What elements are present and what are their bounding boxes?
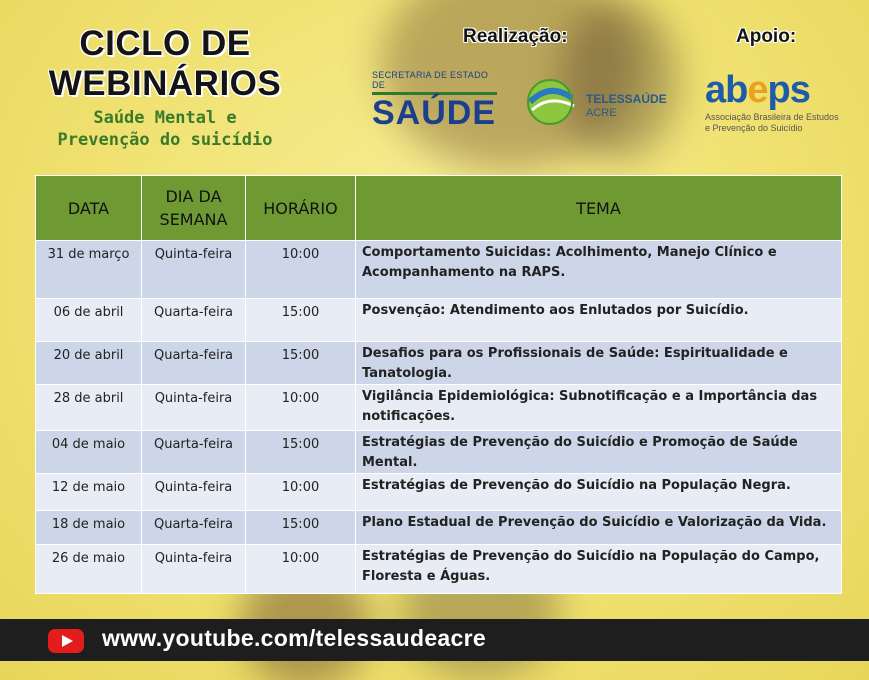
header-dia-da-semana (142, 176, 246, 241)
saude-logo-caption: SECRETARIA DE ESTADO DE (372, 70, 497, 95)
cell-horario: 15:00 (246, 431, 356, 474)
cell-tema: Estratégias de Prevenção do Suicídio na População do Campo, Floresta e Águas. (356, 545, 842, 594)
abeps-caption-line1: Associação Brasileira de Estudos (705, 112, 839, 122)
page-title (30, 24, 300, 104)
cell-data: 12 de maio (36, 474, 142, 511)
cell-dia: Quarta-feira (142, 431, 246, 474)
cell-horario: 10:00 (246, 474, 356, 511)
cell-dia: Quinta-feira (142, 474, 246, 511)
cell-dia: Quarta-feira (142, 342, 246, 385)
cell-tema: Posvenção: Atendimento aos Enlutados por Suicídio. (356, 299, 842, 342)
table-row (36, 511, 842, 545)
abeps-caption-line2: e Prevenção do Suicídio (705, 123, 803, 133)
cell-data: 26 de maio (36, 545, 142, 594)
table-row (36, 545, 842, 594)
title-line-2: WEBINÁRIOS (48, 64, 282, 103)
table-row (36, 431, 842, 474)
table-header-row (36, 176, 842, 241)
footer-bar (0, 619, 869, 661)
subtitle-line-1: Saúde Mental e (93, 108, 237, 128)
cell-horario: 15:00 (246, 299, 356, 342)
header-dia-line1: DIA DA (165, 187, 222, 206)
cell-data: 20 de abril (36, 342, 142, 385)
cell-tema: Estratégias de Prevenção do Suicídio e Promoção de Saúde Mental. (356, 431, 842, 474)
cell-dia: Quinta-feira (142, 545, 246, 594)
schedule-table (35, 175, 842, 594)
cell-tema: Plano Estadual de Prevenção do Suicídio e Valorização da Vida. (356, 511, 842, 545)
cell-tema: Vigilância Epidemiológica: Subnotificação e a Importância das notificações. (356, 385, 842, 431)
title-line-1: CICLO DE (79, 24, 251, 63)
apoio-label: Apoio: (736, 26, 797, 47)
cell-horario: 10:00 (246, 241, 356, 299)
saude-logo (372, 70, 497, 131)
header-horario: HORÁRIO (246, 176, 356, 241)
cell-horario: 15:00 (246, 342, 356, 385)
cell-horario: 15:00 (246, 511, 356, 545)
table-row (36, 299, 842, 342)
subtitle-line-2: Prevenção do suicídio (57, 130, 273, 150)
cell-data: 28 de abril (36, 385, 142, 431)
cell-dia: Quarta-feira (142, 511, 246, 545)
cell-data: 18 de maio (36, 511, 142, 545)
header-tema: TEMA (356, 176, 842, 241)
saude-logo-text: SAÚDE (372, 94, 497, 132)
cell-tema: Estratégias de Prevenção do Suicídio na População Negra. (356, 474, 842, 511)
cell-data: 31 de março (36, 241, 142, 299)
cell-dia: Quinta-feira (142, 385, 246, 431)
cell-dia: Quinta-feira (142, 241, 246, 299)
page-subtitle (30, 107, 300, 151)
telessaude-logo-line2: ACRE (586, 107, 617, 119)
table-row (36, 342, 842, 385)
abeps-letters-b: e (747, 69, 768, 111)
telessaude-globe-icon (520, 72, 584, 128)
abeps-logo-text (705, 70, 855, 110)
realizacao-label: Realização: (463, 26, 568, 47)
table-row (36, 474, 842, 511)
header-data: DATA (36, 176, 142, 241)
abeps-letters-c: ps (767, 69, 810, 111)
cell-dia: Quarta-feira (142, 299, 246, 342)
table-row (36, 385, 842, 431)
youtube-channel-link[interactable]: www.youtube.com/telessaudeacre (102, 625, 486, 651)
telessaude-logo (520, 72, 680, 128)
cell-horario: 10:00 (246, 385, 356, 431)
youtube-icon[interactable] (48, 629, 84, 653)
cell-tema: Desafios para os Profissionais de Saúde: Espiritualidade e Tanatologia. (356, 342, 842, 385)
abeps-logo-caption (705, 112, 855, 134)
table-row (36, 241, 842, 299)
telessaude-logo-line1: TELESSAÚDE (586, 92, 667, 106)
abeps-letters-a: ab (705, 69, 748, 111)
cell-horario: 10:00 (246, 545, 356, 594)
cell-data: 06 de abril (36, 299, 142, 342)
abeps-logo (705, 70, 855, 134)
cell-tema: Comportamento Suicidas: Acolhimento, Manejo Clínico e Acompanhamento na RAPS. (356, 241, 842, 299)
header-dia-line2: SEMANA (159, 210, 228, 229)
cell-data: 04 de maio (36, 431, 142, 474)
